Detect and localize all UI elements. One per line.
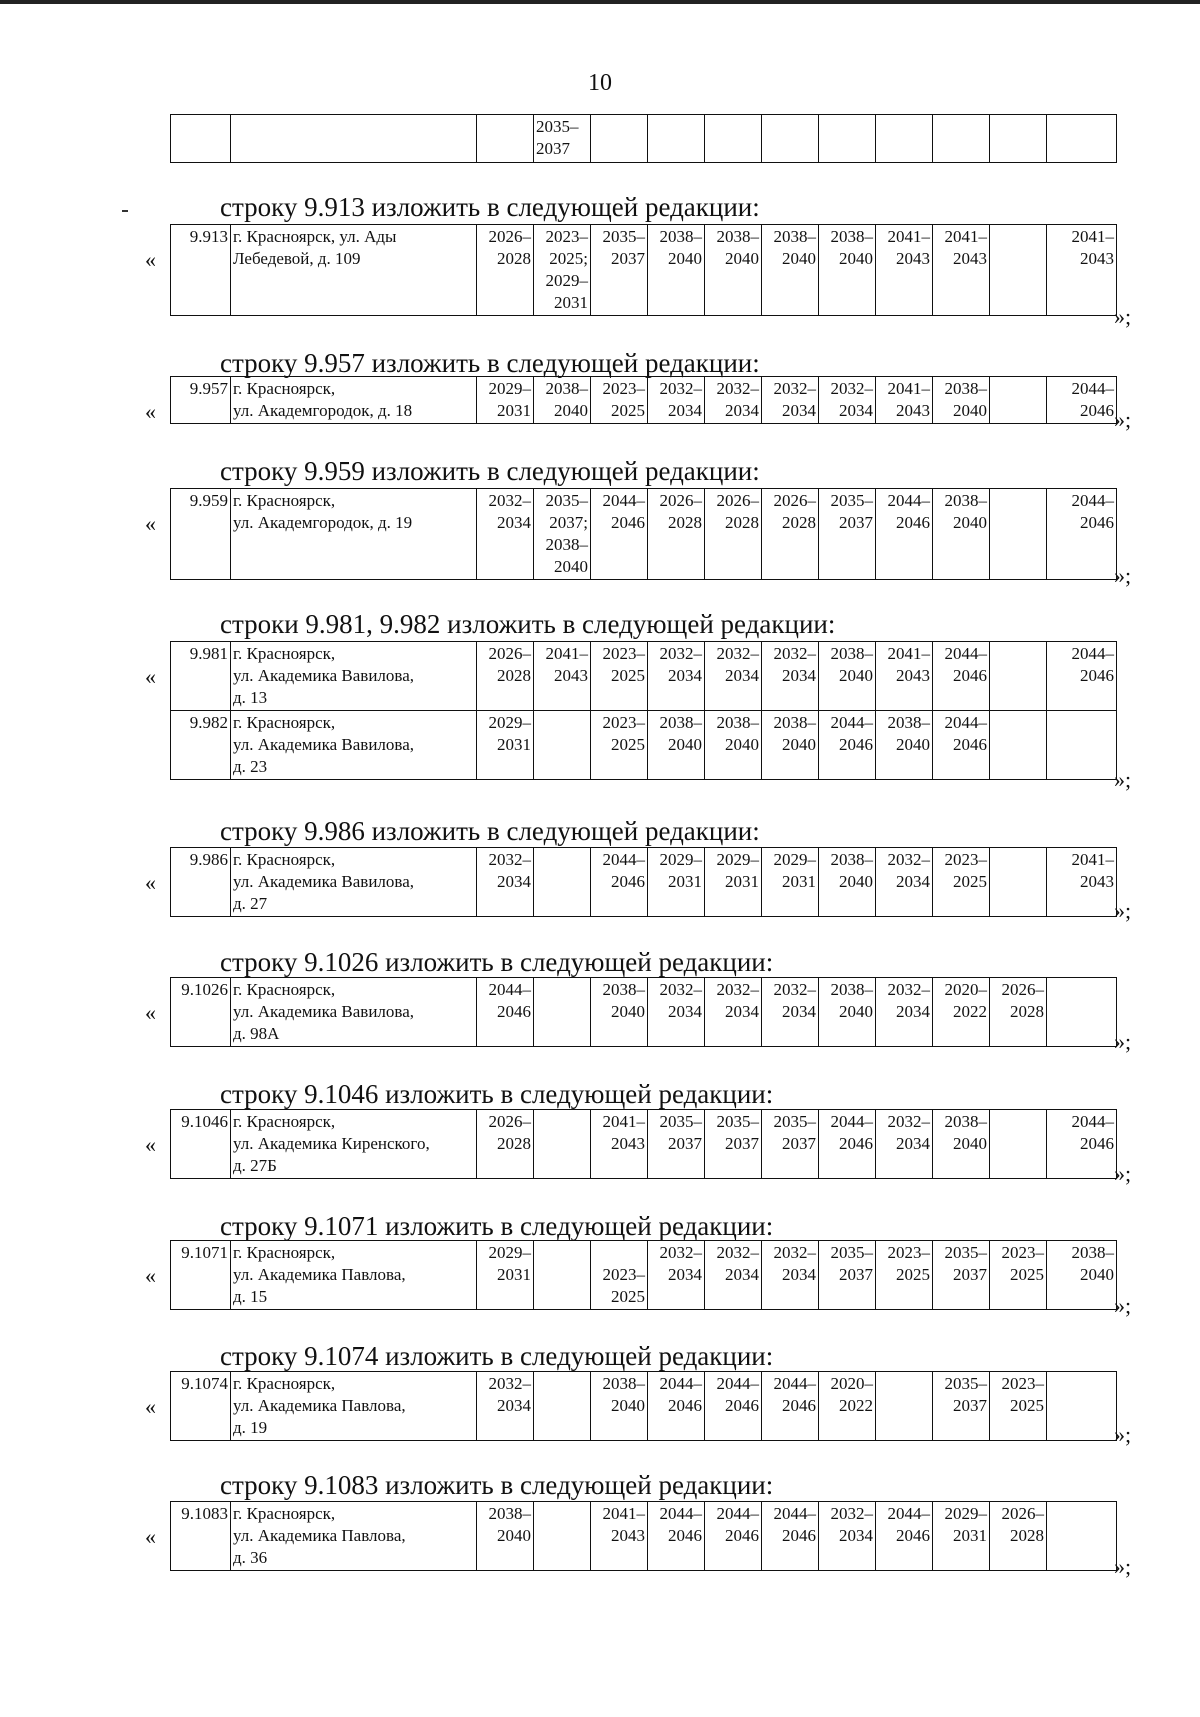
address: г. Красноярск, ул. Академика Вавилова, д. 23 [231,711,477,780]
address: г. Красноярск, ул. Академика Павлова, д. 19 [231,1372,477,1441]
year-cell: 2044– 2046 [648,1502,705,1571]
open-quote: « [145,1394,156,1419]
year-cell: 2044– 2046 [1047,642,1117,711]
open-quote: « [145,511,156,536]
table-cell [705,115,762,163]
amendment-heading: строку 9.1046 изложить в следующей редакции: [220,1079,774,1109]
table-cell [933,115,990,163]
year-cell: 2044– 2046 [477,978,534,1047]
year-cell: 2041– 2043 [534,642,591,711]
table-row [171,978,1117,1047]
row-number: 9.959 [171,489,231,580]
open-quote: « [145,247,156,272]
year-cell: 2020– 2022 [819,1372,876,1441]
year-cell [1047,1502,1117,1571]
table-cell [231,115,477,163]
year-cell: 2032– 2034 [705,377,762,424]
year-cell: 2026– 2028 [477,642,534,711]
year-cell: 2038– 2040 [819,642,876,711]
address: г. Красноярск, ул. Ады Лебедевой, д. 109 [231,225,477,316]
row-number: 9.981 [171,642,231,711]
year-cell [990,489,1047,580]
table-row [171,711,1117,780]
year-cell: 2032– 2034 [876,978,933,1047]
year-cell: 2026– 2028 [648,489,705,580]
table-row [171,642,1117,711]
amendment-table [170,847,1117,917]
continuation-table [170,114,1117,163]
address: г. Красноярск, ул. Академика Павлова, д. 15 [231,1241,477,1310]
year-cell: 2044– 2046 [705,1372,762,1441]
year-cell: 2038– 2040 [1047,1241,1117,1310]
year-cell: 2032– 2034 [648,978,705,1047]
year-cell: 2038– 2040 [477,1502,534,1571]
year-cell: 2032– 2034 [477,1372,534,1441]
year-cell: 2026– 2028 [990,978,1047,1047]
year-cell: 2023– 2025 [933,848,990,917]
year-cell: 2029– 2031 [762,848,819,917]
open-quote: « [145,1132,156,1157]
year-cell: 2041– 2043 [876,642,933,711]
close-quote: »; [1114,898,1132,923]
year-cell: 2029– 2031 [477,711,534,780]
year-cell: 2044– 2046 [762,1502,819,1571]
table-cell: 2035– 2037 [534,115,591,163]
year-cell: 2038– 2040 [762,225,819,316]
year-cell: 2029– 2031 [648,848,705,917]
year-cell: 2044– 2046 [933,711,990,780]
amendment-heading: строку 9.1083 изложить в следующей редакции: [220,1470,774,1500]
close-quote: »; [1114,767,1132,792]
year-cell: 2035– 2037 [933,1241,990,1310]
year-cell: 2038– 2040 [591,1372,648,1441]
table-row [171,225,1117,316]
margin-mark [122,210,128,212]
row-number: 9.1071 [171,1241,231,1310]
year-cell: 2026– 2028 [477,225,534,316]
address: г. Красноярск, ул. Академика Павлова, д. 36 [231,1502,477,1571]
amendment-table [170,1240,1117,1310]
year-cell [1047,978,1117,1047]
year-cell: 2041– 2043 [591,1110,648,1179]
year-cell [1047,1372,1117,1441]
year-cell: 2032– 2034 [477,848,534,917]
year-cell [534,978,591,1047]
year-cell [534,1110,591,1179]
row-number: 9.1074 [171,1372,231,1441]
year-cell: 2044– 2046 [648,1372,705,1441]
year-cell: 2038– 2040 [819,225,876,316]
year-cell [990,711,1047,780]
year-cell [990,377,1047,424]
amendment-table [170,977,1117,1047]
year-cell: 2029– 2031 [705,848,762,917]
amendment-heading: строку 9.1071 изложить в следующей редакции: [220,1211,774,1241]
year-cell: 2041– 2043 [933,225,990,316]
close-quote: »; [1114,1554,1132,1579]
year-cell: 2038– 2040 [648,225,705,316]
close-quote: »; [1114,1161,1132,1186]
year-cell: 2038– 2040 [933,489,990,580]
close-quote: »; [1114,1029,1132,1054]
year-cell: 2044– 2046 [819,1110,876,1179]
row-number: 9.1046 [171,1110,231,1179]
table-row [171,115,1117,163]
year-cell: 2041– 2043 [1047,225,1117,316]
page-number: 10 [588,70,612,96]
close-quote: »; [1114,304,1132,329]
amendment-table [170,1501,1117,1571]
amendment-heading: строку 9.1026 изложить в следующей редакции: [220,947,774,977]
amendment-table [170,376,1117,424]
year-cell: 2023– 2025 [591,377,648,424]
year-cell [990,1110,1047,1179]
amendment-heading: строку 9.913 изложить в следующей редакции: [220,192,760,222]
year-cell: 2038– 2040 [705,711,762,780]
table-cell [171,115,231,163]
year-cell: 2023– 2025 [990,1372,1047,1441]
page-top-border [0,0,1200,4]
year-cell: 2038– 2040 [705,225,762,316]
year-cell: 2029– 2031 [477,1241,534,1310]
table-cell [591,115,648,163]
table-row [171,1502,1117,1571]
year-cell: 2041– 2043 [591,1502,648,1571]
year-cell: 2038– 2040 [876,711,933,780]
year-cell: 2038– 2040 [933,1110,990,1179]
address: г. Красноярск, ул. Академика Вавилова, д. 13 [231,642,477,711]
year-cell: 2026– 2028 [990,1502,1047,1571]
amendment-heading: строки 9.981, 9.982 изложить в следующей редакции: [220,609,836,639]
row-number: 9.913 [171,225,231,316]
year-cell: 2044– 2046 [1047,1110,1117,1179]
address: г. Красноярск, ул. Академика Вавилова, д. 27 [231,848,477,917]
close-quote: »; [1114,1293,1132,1318]
year-cell [534,1241,591,1310]
table-row [171,489,1117,580]
year-cell: 2044– 2046 [591,489,648,580]
year-cell [534,711,591,780]
address: г. Красноярск, ул. Академика Киренского, д. 27Б [231,1110,477,1179]
open-quote: « [145,1000,156,1025]
table-row [171,848,1117,917]
year-cell: 2044– 2046 [1047,489,1117,580]
table-cell [1047,115,1117,163]
year-cell: 2023– 2025 [591,642,648,711]
year-cell: 2032– 2034 [762,1241,819,1310]
table-row [171,1110,1117,1179]
year-cell: 2032– 2034 [705,1241,762,1310]
close-quote: »; [1114,407,1132,432]
open-quote: « [145,664,156,689]
row-number: 9.957 [171,377,231,424]
year-cell [876,1372,933,1441]
year-cell: 2029– 2031 [477,377,534,424]
year-cell: 2038– 2040 [933,377,990,424]
address: г. Красноярск, ул. Академгородок, д. 19 [231,489,477,580]
amendment-table [170,641,1117,780]
year-cell: 2038– 2040 [819,978,876,1047]
table-cell [819,115,876,163]
year-cell: 2023– 2025 [591,711,648,780]
year-cell: 2035– 2037 [591,225,648,316]
year-cell: 2032– 2034 [648,377,705,424]
year-cell: 2035– 2037 [819,489,876,580]
year-cell: 2026– 2028 [705,489,762,580]
year-cell: 2023– 2025; 2029– 2031 [534,225,591,316]
row-number: 9.982 [171,711,231,780]
year-cell: 2044– 2046 [1047,377,1117,424]
year-cell: 2035– 2037; 2038– 2040 [534,489,591,580]
year-cell: 2032– 2034 [762,642,819,711]
year-cell: 2035– 2037 [648,1110,705,1179]
year-cell: 2023– 2025 [990,1241,1047,1310]
amendment-table [170,224,1117,316]
year-cell: 2032– 2034 [648,1241,705,1310]
year-cell [534,848,591,917]
amendment-heading: строку 9.957 изложить в следующей редакции: [220,348,760,378]
table-row [171,377,1117,424]
amendment-table [170,1109,1117,1179]
year-cell: 2038– 2040 [648,711,705,780]
year-cell: 2044– 2046 [762,1372,819,1441]
address: г. Красноярск, ул. Академгородок, д. 18 [231,377,477,424]
year-cell: 2044– 2046 [591,848,648,917]
year-cell: 2032– 2034 [819,1502,876,1571]
year-cell: 2032– 2034 [762,377,819,424]
open-quote: « [145,870,156,895]
year-cell [990,848,1047,917]
year-cell: 2044– 2046 [876,1502,933,1571]
amendment-heading: строку 9.959 изложить в следующей редакции: [220,456,760,486]
year-cell: 2035– 2037 [705,1110,762,1179]
row-number: 9.1083 [171,1502,231,1571]
row-number: 9.1026 [171,978,231,1047]
year-cell [990,225,1047,316]
table-row [171,1372,1117,1441]
year-cell [1047,711,1117,780]
year-cell: 2038– 2040 [819,848,876,917]
table-cell [876,115,933,163]
year-cell: 2032– 2034 [648,642,705,711]
table-cell [762,115,819,163]
year-cell: 2023– 2025 [591,1241,648,1310]
year-cell: 2026– 2028 [477,1110,534,1179]
year-cell: 2032– 2034 [477,489,534,580]
year-cell: 2044– 2046 [705,1502,762,1571]
row-number: 9.986 [171,848,231,917]
year-cell: 2038– 2040 [591,978,648,1047]
year-cell: 2044– 2046 [819,711,876,780]
year-cell: 2038– 2040 [534,377,591,424]
amendment-heading: строку 9.986 изложить в следующей редакции: [220,816,760,846]
year-cell: 2038– 2040 [762,711,819,780]
year-cell: 2026– 2028 [762,489,819,580]
year-cell: 2035– 2037 [762,1110,819,1179]
open-quote: « [145,1263,156,1288]
year-cell: 2032– 2034 [876,848,933,917]
year-cell: 2041– 2043 [876,377,933,424]
amendment-table [170,488,1117,580]
year-cell: 2032– 2034 [876,1110,933,1179]
open-quote: « [145,1524,156,1549]
year-cell [534,1502,591,1571]
year-cell: 2044– 2046 [933,642,990,711]
year-cell: 2032– 2034 [705,642,762,711]
year-cell: 2032– 2034 [762,978,819,1047]
close-quote: »; [1114,563,1132,588]
year-cell: 2020– 2022 [933,978,990,1047]
table-cell [648,115,705,163]
year-cell: 2041– 2043 [876,225,933,316]
year-cell: 2035– 2037 [819,1241,876,1310]
table-cell [477,115,534,163]
amendment-heading: строку 9.1074 изложить в следующей редакции: [220,1341,774,1371]
amendment-table [170,1371,1117,1441]
year-cell: 2035– 2037 [933,1372,990,1441]
table-cell [990,115,1047,163]
address: г. Красноярск, ул. Академика Вавилова, д. 98А [231,978,477,1047]
year-cell: 2032– 2034 [705,978,762,1047]
year-cell: 2029– 2031 [933,1502,990,1571]
table-row [171,1241,1117,1310]
year-cell [534,1372,591,1441]
open-quote: « [145,399,156,424]
year-cell: 2044– 2046 [876,489,933,580]
year-cell: 2032– 2034 [819,377,876,424]
year-cell [990,642,1047,711]
close-quote: »; [1114,1422,1132,1447]
year-cell: 2023– 2025 [876,1241,933,1310]
year-cell: 2041– 2043 [1047,848,1117,917]
